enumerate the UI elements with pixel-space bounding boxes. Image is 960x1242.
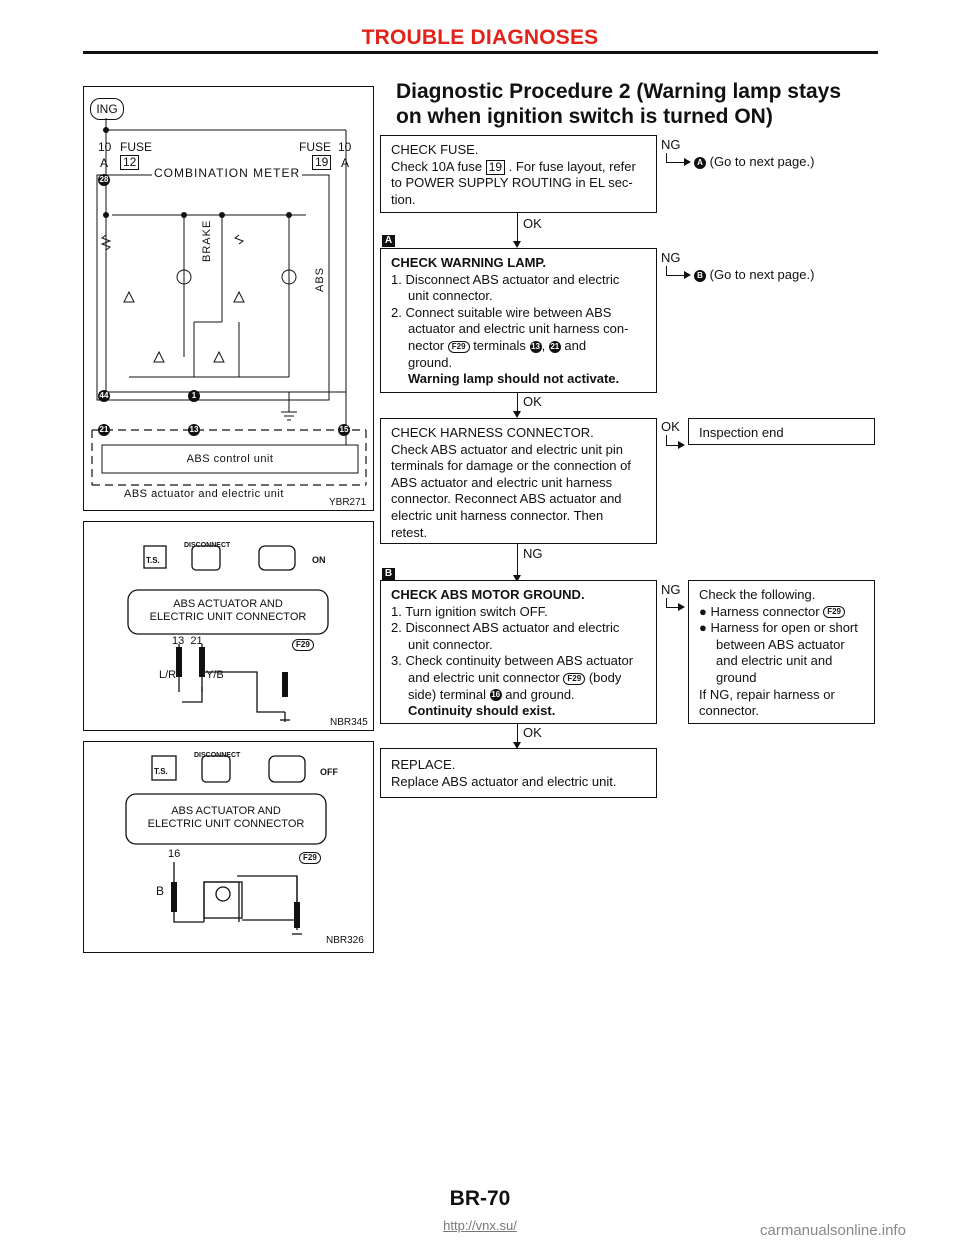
step3-line6: electric unit harness connector. Then	[391, 507, 604, 523]
step2-line5: actuator and electric unit harness con-	[408, 321, 629, 337]
fuse-left-label: FUSE	[120, 140, 153, 154]
panel-a-pins: 13 21	[172, 635, 203, 647]
step2-line7: ground.	[408, 354, 453, 370]
inspection-end-box: Inspection end	[688, 418, 875, 445]
step1-line3: to POWER SUPPLY ROUTING in EL sec-	[391, 175, 633, 191]
wiring-diagram-figure	[83, 86, 374, 511]
abs-label: ABS	[314, 266, 326, 292]
panel-a-code: NBR345	[330, 717, 368, 728]
panel-b-title-2: ELECTRIC UNIT CONNECTOR	[147, 818, 305, 830]
title-line-2: on when ignition switch is turned ON)	[396, 105, 773, 128]
abs-control-unit-label: ABS control unit	[186, 453, 274, 465]
panel-b-disconnect: DISCONNECT	[194, 752, 241, 759]
step3-line7: retest.	[391, 524, 428, 540]
step2-line2: 1. Disconnect ABS actuator and electric	[391, 271, 620, 287]
section-header: TROUBLE DIAGNOSES	[361, 26, 599, 49]
panel-b-pin: 16	[168, 848, 181, 860]
step3-ng-label: NG	[523, 546, 543, 561]
figure-code: YBR271	[329, 497, 367, 508]
panel-b-off: OFF	[320, 767, 338, 777]
panel-b-figure	[83, 741, 374, 953]
step1-ok-label: OK	[523, 216, 542, 231]
ng-result-line4: between ABS actuator	[716, 636, 845, 652]
step4-line5: 3. Check continuity between ABS actuator	[391, 653, 634, 669]
step4-line3: 2. Disconnect ABS actuator and electric	[391, 620, 620, 636]
step3-ok-label: OK	[661, 419, 680, 434]
panel-b-code: NBR326	[326, 935, 364, 946]
step4-ng-label: NG	[661, 582, 681, 597]
terminal-15: 15	[339, 425, 349, 434]
ng-result-line1: Check the following.	[699, 587, 816, 602]
step-check-abs-motor-ground	[380, 580, 657, 724]
ng-result-line7: If NG, repair harness or	[699, 686, 835, 702]
terminal-28: 28	[99, 175, 109, 184]
fuse-right-label: FUSE	[299, 140, 332, 154]
step3-line4: ABS actuator and electric unit harness	[391, 474, 613, 490]
fuse-right-amp: 10	[338, 140, 352, 154]
panel-a-title-2: ELECTRIC UNIT CONNECTOR	[149, 611, 307, 623]
header-rule	[83, 51, 878, 54]
actuator-label: ABS actuator and electric unit	[124, 488, 284, 500]
step5-line1: REPLACE.	[391, 757, 456, 772]
step4-line7: side) terminal 16 and ground.	[408, 686, 575, 702]
fuse-left-a: A	[100, 156, 109, 170]
step2-line4: 2. Connect suitable wire between ABS	[391, 304, 612, 320]
step3-line5: connector. Reconnect ABS actuator and	[391, 491, 622, 507]
step1-ng-label: NG	[661, 137, 681, 152]
step1-line4: tion.	[391, 191, 416, 207]
step2-line3: unit connector.	[408, 288, 493, 304]
step1-line1: CHECK FUSE.	[391, 142, 479, 157]
step2-line8: Warning lamp should not activate.	[408, 371, 620, 387]
step4-marker: B	[382, 568, 395, 580]
watermark: carmanualsonline.info	[760, 1222, 906, 1239]
step4-line2: 1. Turn ignition switch OFF.	[391, 603, 548, 619]
footer-url-link[interactable]: http://vnx.su/	[443, 1218, 517, 1233]
ing-label: ING	[90, 98, 124, 120]
procedure-title	[396, 79, 876, 129]
step2-line6: nector F29 terminals 13 , 21 and	[408, 337, 587, 353]
step5-line2: Replace ABS actuator and electric unit.	[391, 773, 617, 789]
step1-line2: Check 10A fuse 19 . For fuse layout, refer	[391, 158, 636, 174]
step4-line8: Continuity should exist.	[408, 703, 556, 719]
panel-a-ts: T.S.	[146, 556, 160, 565]
terminal-13: 13	[189, 425, 199, 434]
title-line-1: Diagnostic Procedure 2 (Warning lamp stays	[396, 80, 841, 103]
panel-a-wire-2: Y/B	[206, 669, 224, 681]
panel-b-title-1: ABS ACTUATOR AND	[171, 805, 281, 817]
step2-marker: A	[382, 235, 395, 247]
panel-a-title-1: ABS ACTUATOR AND	[173, 598, 283, 610]
panel-a-connector-tag: F29	[292, 639, 314, 651]
page-number: BR-70	[449, 1187, 511, 1210]
step4-ok-label: OK	[523, 725, 542, 740]
check-following-box	[688, 580, 875, 724]
fuse-right-number: 19	[312, 155, 331, 170]
step2-ok-label: OK	[523, 394, 542, 409]
step1-ng-target: A (Go to next page.)	[694, 154, 814, 169]
panel-a-svg	[84, 522, 375, 732]
panel-b-connector-tag: F29	[299, 852, 321, 864]
panel-a-on: ON	[312, 555, 326, 565]
panel-a-figure	[83, 521, 374, 731]
terminal-1: 1	[188, 390, 200, 402]
ng-result-bullet2: ● Harness for open or short	[699, 620, 858, 636]
step-check-fuse	[380, 135, 657, 213]
panel-a-wire-1: L/R	[159, 669, 177, 681]
ng-result-line6: ground	[716, 669, 757, 685]
ng-result-bullet1: ● Harness connector F29	[699, 604, 864, 621]
panel-b-wire: B	[156, 884, 165, 898]
fuse-left-amp: 10	[98, 140, 112, 154]
terminal-44: 44	[99, 391, 109, 400]
step2-ng-label: NG	[661, 250, 681, 265]
step2-line1: CHECK WARNING LAMP.	[391, 255, 547, 270]
terminal-21: 21	[99, 425, 109, 434]
brake-label: BRAKE	[201, 219, 213, 262]
fuse-19-box: 19	[486, 160, 505, 175]
panel-a-disconnect: DISCONNECT	[184, 542, 231, 549]
step3-line3: terminals for damage or the connection of	[391, 458, 631, 474]
step4-line1: CHECK ABS MOTOR GROUND.	[391, 587, 585, 602]
fuse-right-a: A	[341, 156, 350, 170]
panel-b-ts: T.S.	[154, 767, 168, 776]
step-replace	[380, 748, 657, 798]
fuse-left-number: 12	[120, 155, 139, 170]
ng-result-line5: and electric unit and	[716, 653, 833, 669]
step3-line1: CHECK HARNESS CONNECTOR.	[391, 425, 594, 440]
step-check-warning-lamp	[380, 248, 657, 393]
combination-meter-label: COMBINATION METER	[154, 166, 301, 180]
step-check-harness	[380, 418, 657, 544]
step2-ng-target: B (Go to next page.)	[694, 267, 814, 282]
step4-line6: and electric unit connector F29 (body	[408, 669, 622, 685]
step3-line2: Check ABS actuator and electric unit pin	[391, 441, 623, 457]
step4-line4: unit connector.	[408, 636, 493, 652]
ng-result-line8: connector.	[699, 703, 759, 719]
